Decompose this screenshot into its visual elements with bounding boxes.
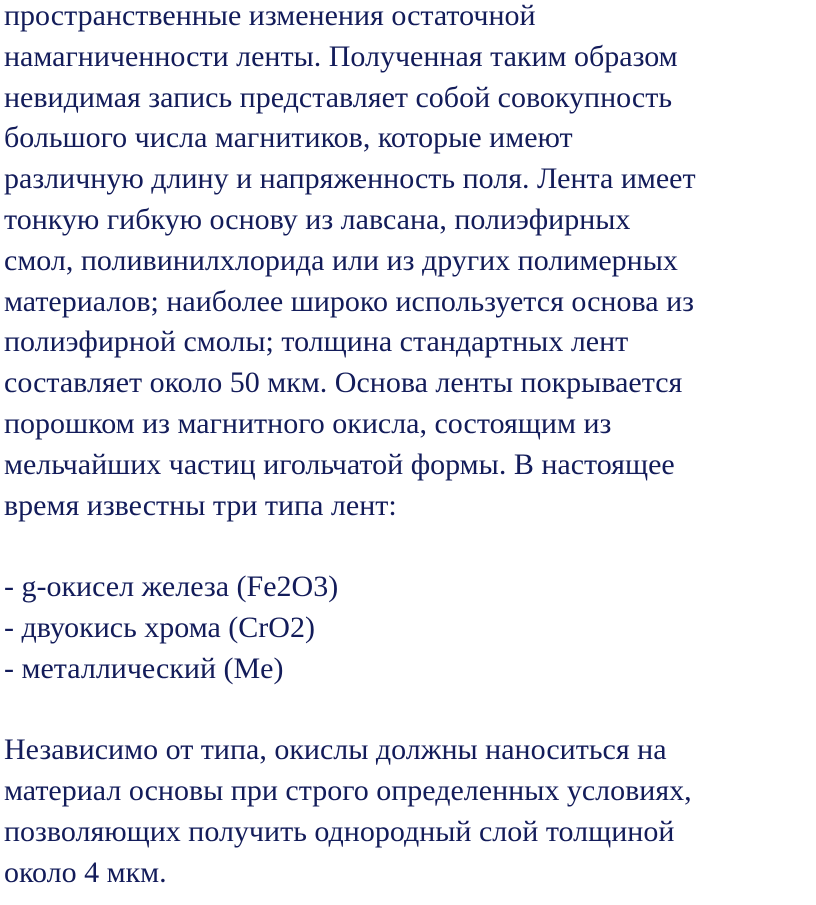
tape-types-list (4, 567, 812, 689)
text-line: тонкую гибкую основу из лавсана, полиэфирных (4, 202, 631, 236)
text-line: намагниченности ленты. Полученная таким образом (4, 39, 678, 73)
list-item: - g-окисел железа (Fe2O3) (4, 570, 339, 604)
list-item: - металлический (Me) (4, 651, 284, 685)
text-line: мельчайших частиц игольчатой формы. В настоящее (4, 447, 675, 481)
list-item: - двуокись хрома (CrO2) (4, 610, 315, 644)
text-line: время известны три типа лент: (4, 488, 397, 522)
text-line: материал основы при строго определенных условиях, (4, 774, 692, 808)
intro-paragraph (4, 0, 812, 526)
blank-line (4, 690, 812, 731)
text-line: порошком из магнитного окисла, состоящим из (4, 406, 612, 440)
text-line: полиэфирной смолы; толщина стандартных лент (4, 325, 629, 359)
text-line: смол, поливинилхлорида или из других полимерных (4, 243, 678, 277)
blank-line (4, 526, 812, 567)
text-line: различную длину и напряженность поля. Лента имеет (4, 162, 696, 196)
text-line: невидимая запись представляет собой совокупность (4, 80, 673, 114)
text-line: материалов; наиболее широко используется основа из (4, 284, 694, 318)
text-line: составляет около 50 мкм. Основа ленты покрывается (4, 366, 683, 400)
text-line: пространственные изменения остаточной (4, 0, 536, 32)
text-line: около 4 мкм. (4, 855, 167, 889)
closing-paragraph (4, 730, 812, 893)
text-line: большого числа магнитиков, которые имеют (4, 121, 573, 155)
text-line: позволяющих получить однородный слой толщиной (4, 814, 675, 848)
text-line: Независимо от типа, окислы должны наноситься на (4, 733, 667, 767)
